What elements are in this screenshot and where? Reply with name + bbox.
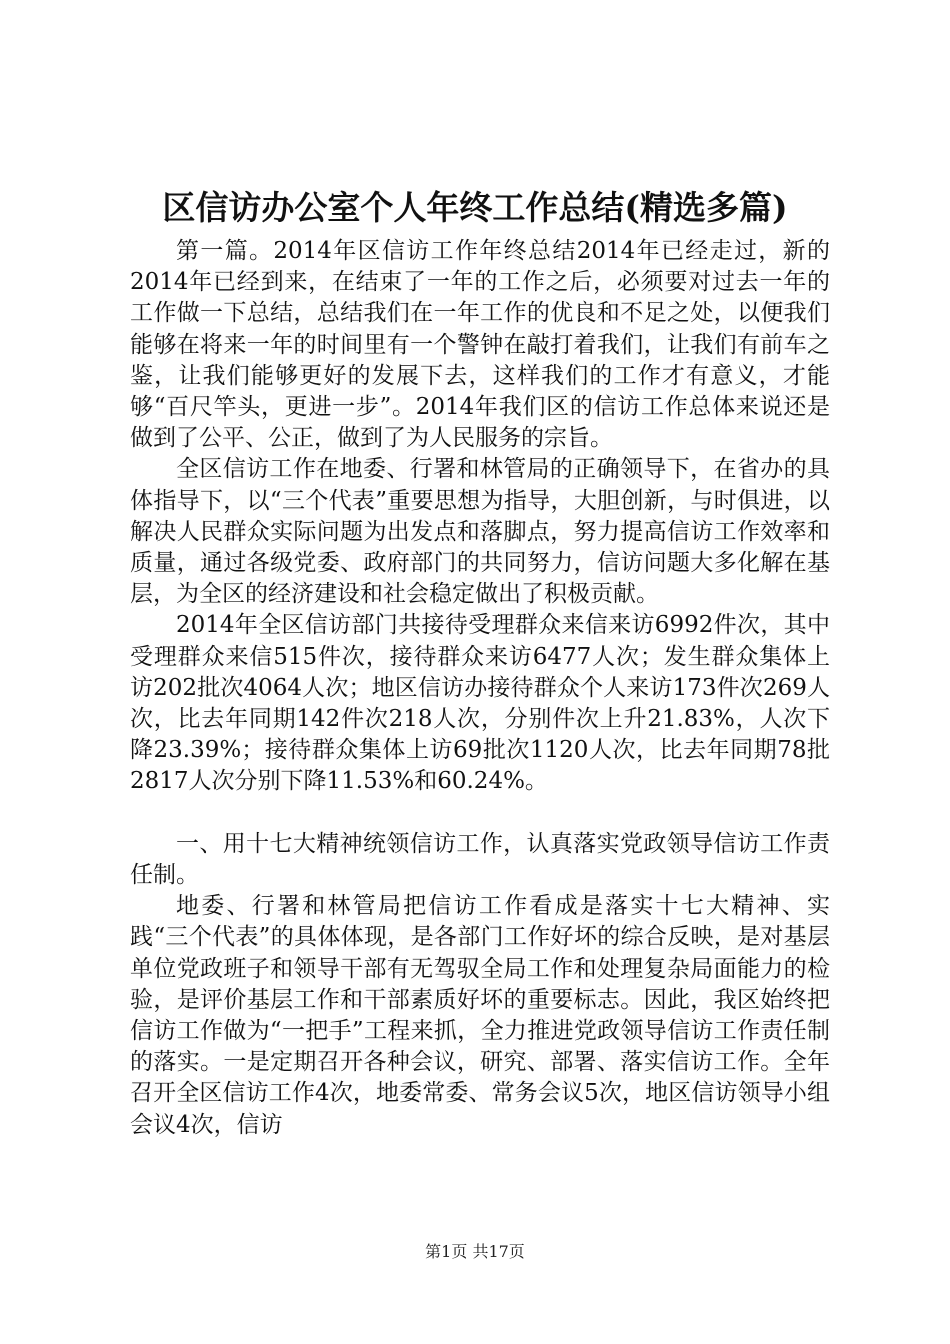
paragraph-4: 地委、行署和林管局把信访工作看成是落实十七大精神、实践“三个代表”的具体体现，是各部门工作好坏的综合反映，是对基层单位党政班子和领导干部有无驾驭全局工作和处理复杂局面能力的检验，是评价基层工作和干部素质好坏的重要标志。因此，我区始终把信访工作做为“一把手”工程来抓，全力推进党政领导信访工作责任制的落实。一是定期召开各种会议，研究、部署、落实信访工作。全年召开全区信访工作4次，地委常委、常务会议5次，地区信访领导小组会议4次，信访 xyxy=(130,893,830,1138)
paragraph-3: 2014年全区信访部门共接待受理群众来信来访6992件次，其中受理群众来信515件次，接待群众来访6477人次；发生群众集体上访202批次4064人次；地区信访办接待群众个人来访173件次269人次，比去年同期142件次218人次，分别件次上升21.83%，人次下降23.39%；接待群众集体上访69批次1120人次，比去年同期78批2817人次分别下降11.53%和60.24%。 xyxy=(130,612,830,795)
paragraph-spacer xyxy=(130,798,830,829)
page-footer: 第1页 共17页 xyxy=(425,1242,525,1261)
paragraph-2: 全区信访工作在地委、行署和林管局的正确领导下，在省办的具体指导下，以“三个代表”重要思想为指导，大胆创新，与时俱进，以解决人民群众实际问题为出发点和落脚点，努力提高信访工作效率和质量，通过各级党委、政府部门的共同努力，信访问题大多化解在基层，为全区的经济建设和社会稳定做出了积极贡献。 xyxy=(130,456,830,608)
document-title: 区信访办公室个人年终工作总结(精选多篇) xyxy=(162,188,788,227)
paragraph-1: 第一篇。2014年区信访工作年终总结2014年已经走过，新的2014年已经到来，在结束了一年的工作之后，必须要对过去一年的工作做一下总结，总结我们在一年工作的优良和不足之处，以便我们能够在将来一年的时间里有一个警钟在敲打着我们，让我们有前车之鉴，让我们能够更好的发展下去，这样我们的工作才有意义，才能够“百尺竿头，更进一步”。2014年我们区的信访工作总体来说还是做到了公平、公正，做到了为人民服务的宗旨。 xyxy=(130,238,830,452)
section-heading-1: 一、用十七大精神统领信访工作，认真落实党政领导信访工作责任制。 xyxy=(130,830,830,889)
document-body xyxy=(130,236,830,1141)
